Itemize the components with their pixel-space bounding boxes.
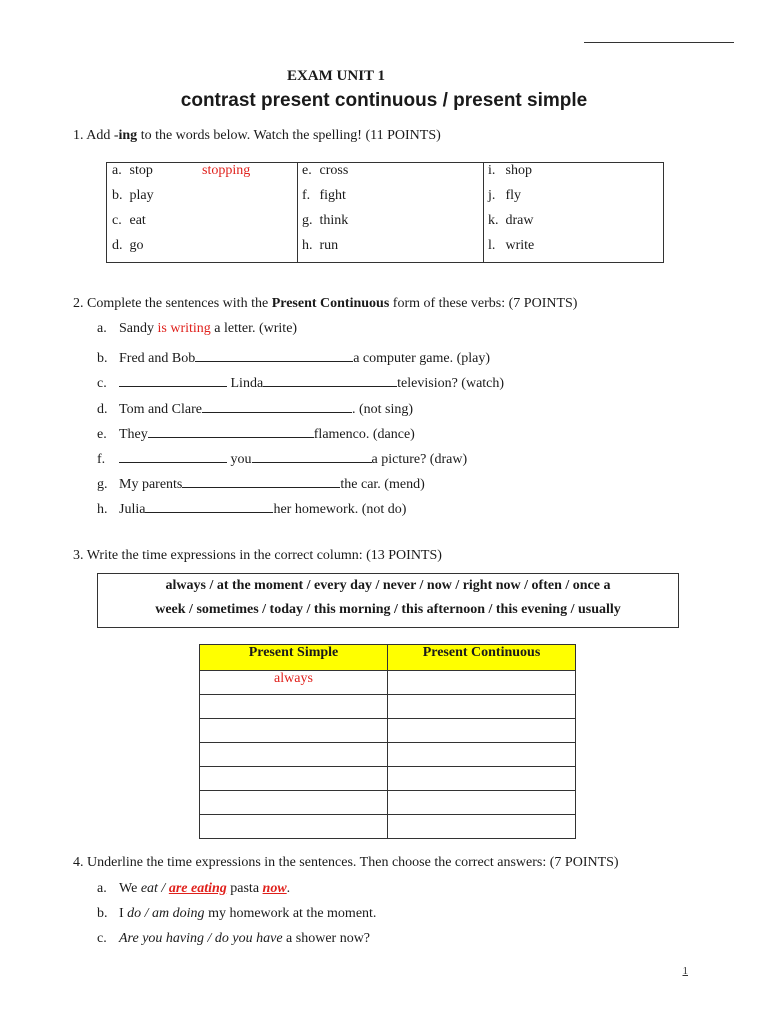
answer-cell[interactable] — [200, 791, 388, 815]
q4-sentence-c: c. Are you having / do you have a shower now? — [97, 931, 371, 946]
q1-item: f. fight — [302, 188, 346, 203]
q1-item: g. think — [302, 213, 349, 228]
q4-example-time[interactable]: now — [262, 881, 287, 896]
q4-instruction: 4. Underline the time expressions in the sentences. Then choose the correct answers: (7 POINTS) — [73, 855, 619, 870]
table-row — [200, 719, 576, 743]
answer-cell[interactable] — [388, 743, 576, 767]
q1-answer[interactable]: stopping — [202, 163, 251, 178]
answer-cell[interactable] — [200, 719, 388, 743]
answer-cell[interactable] — [200, 695, 388, 719]
q4-example-answer[interactable]: are eating — [168, 881, 227, 896]
q2-instruction: 2. Complete the sentences with the Present Continuous form of these verbs: (7 POINTS) — [73, 296, 578, 311]
table-row — [200, 743, 576, 767]
answer-blank[interactable] — [263, 372, 397, 387]
q1-instruction: 1. Add -ing to the words below. Watch the spelling! (11 POINTS) — [73, 128, 441, 143]
q2-sentence-a: a. Sandy is writing a letter. (write) — [97, 321, 298, 336]
q2-sentence-h: h. Julia her homework. (not do) — [97, 498, 406, 518]
answer-blank[interactable] — [182, 473, 340, 488]
q2-sentence-e: e. They flamenco. (dance) — [97, 423, 415, 443]
q1-word-table — [106, 162, 664, 263]
header-present-continuous: Present Continuous — [388, 645, 576, 671]
q1-item: i. shop — [488, 163, 532, 178]
q2-example-answer[interactable]: is writing — [157, 321, 211, 336]
table-row — [200, 767, 576, 791]
time-expressions-box — [97, 573, 679, 628]
expressions-line-2: week / sometimes / today / this morning / this afternoon / this evening / usually — [155, 602, 621, 617]
table-header-row — [200, 645, 576, 671]
q2-sentence-b: b. Fred and Bob a computer game. (play) — [97, 347, 490, 367]
q3-answer-table — [199, 644, 576, 839]
answer-blank[interactable] — [195, 347, 353, 362]
table-row — [200, 671, 576, 695]
q1-column-2 — [297, 163, 484, 262]
answer-blank[interactable] — [252, 448, 372, 463]
name-line[interactable] — [584, 42, 734, 43]
answer-blank[interactable] — [202, 398, 352, 413]
q3-instruction: 3. Write the time expressions in the correct column: (13 POINTS) — [73, 548, 442, 563]
answer-cell[interactable] — [200, 743, 388, 767]
q1-item: l. write — [488, 238, 535, 253]
q1-item: e. cross — [302, 163, 349, 178]
answer-blank[interactable] — [119, 448, 227, 463]
table-row — [200, 695, 576, 719]
q1-column-1 — [107, 163, 298, 262]
q2-sentence-d: d. Tom and Clare . (not sing) — [97, 398, 413, 418]
answer-cell[interactable] — [200, 815, 388, 839]
q4-options[interactable]: Are you having / do you have — [119, 931, 283, 946]
q2-sentence-g: g. My parents the car. (mend) — [97, 473, 425, 493]
answer-cell[interactable] — [388, 815, 576, 839]
q1-item: j. fly — [488, 188, 522, 203]
answer-cell[interactable] — [388, 767, 576, 791]
exam-title: EXAM UNIT 1 — [286, 68, 386, 84]
table-row — [200, 791, 576, 815]
q1-item: k. draw — [488, 213, 534, 228]
q4-sentence-b: b. I do / am doing my homework at the moment. — [97, 906, 377, 921]
answer-blank[interactable] — [145, 498, 273, 513]
answer-cell[interactable] — [388, 791, 576, 815]
q1-item: h. run — [302, 238, 339, 253]
answer-cell[interactable] — [388, 695, 576, 719]
answer-cell[interactable] — [388, 671, 576, 695]
answer-blank[interactable] — [148, 423, 314, 438]
answer-blank[interactable] — [119, 372, 227, 387]
q1-item: c. eat — [112, 213, 146, 228]
expressions-line-1: always / at the moment / every day / never / now / right now / often / once a — [165, 578, 611, 593]
q1-item: a. stop stopping — [112, 163, 251, 178]
exam-subtitle: contrast present continuous / present simple — [180, 90, 588, 111]
answer-cell[interactable] — [388, 719, 576, 743]
answer-cell[interactable] — [200, 767, 388, 791]
page-number: 1 — [682, 965, 688, 977]
q4-options[interactable]: do / am doing — [127, 906, 205, 921]
table-row — [200, 815, 576, 839]
q4-sentence-a: a. We eat / are eating pasta now. — [97, 881, 291, 896]
header-present-simple: Present Simple — [200, 645, 388, 671]
q2-sentence-f: f. you a picture? (draw) — [97, 448, 467, 468]
q1-item: d. go — [112, 238, 144, 253]
answer-cell[interactable]: always — [200, 671, 388, 695]
q1-item: b. play — [112, 188, 154, 203]
q1-column-3 — [483, 163, 663, 262]
q2-sentence-c: c. Linda television? (watch) — [97, 372, 504, 392]
